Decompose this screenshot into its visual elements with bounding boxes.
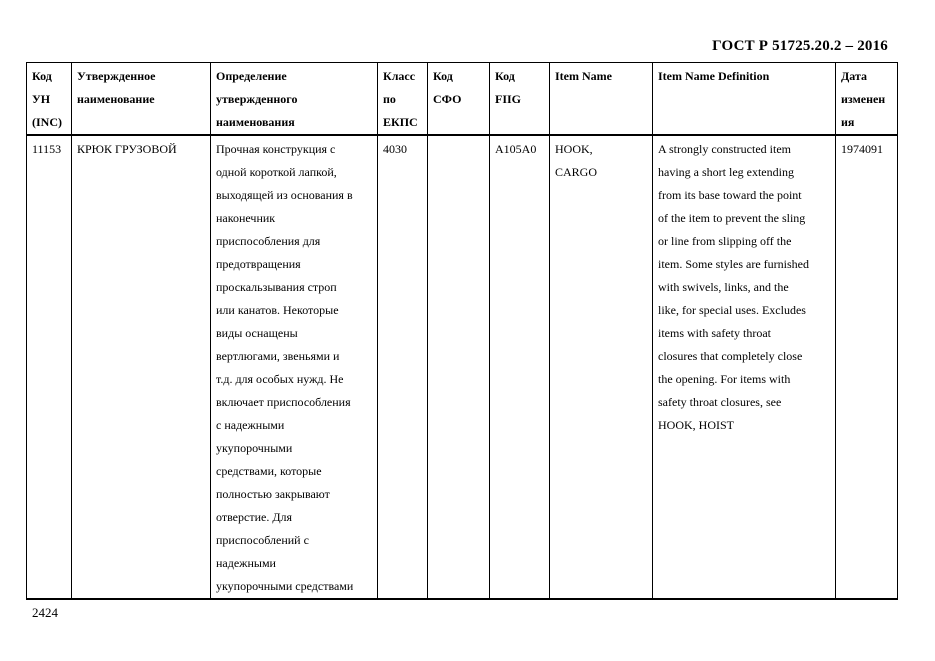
cell-item-definition: A strongly constructed item having a short leg extending from its base toward the point of the item to prevent the sling or line from slipping off the item. Some styles are furnished with swivels, links, and the like, for special uses. Excludes items with safety throat closures that completely close the opening. For items with safety throat closures, see HOOK, HOIST [653,135,836,599]
table-row [27,135,898,599]
column-header-fiig-code: Код FIIG [490,63,550,136]
cell-sfo-code [428,135,490,599]
cell-definition: Прочная конструкция с одной короткой лапкой, выходящей из основания в наконечник приспособления для предотвращения проскальзывания строп или канатов. Некоторые виды оснащены вертлюгами, звеньями и т.д. для особых нужд. Не включает приспособления с надежными укупорочными средствами, которые полностью закрывают отверстие. Для приспособлений с надежными укупорочными средствами [211,135,378,599]
column-header-sfo-code: Код СФО [428,63,490,136]
cell-item-name: HOOK, CARGO [550,135,653,599]
cell-fiig-code: A105A0 [490,135,550,599]
column-header-item-definition: Item Name Definition [653,63,836,136]
column-header-definition: Определение утвержденного наименования [211,63,378,136]
cell-approved-name: КРЮК ГРУЗОВОЙ [72,135,211,599]
table-header-row [27,63,898,136]
item-catalog-table [26,62,898,600]
column-header-ekps-class: Класс по ЕКПС [378,63,428,136]
document-standard-title: ГОСТ Р 51725.20.2 – 2016 [712,38,888,54]
page-number: 2424 [32,605,58,620]
column-header-approved-name: Утвержденное наименование [72,63,211,136]
cell-ekps-class: 4030 [378,135,428,599]
cell-change-date: 1974091 [836,135,898,599]
column-header-item-name: Item Name [550,63,653,136]
cell-inc: 11153 [27,135,72,599]
column-header-inc: Код УН (INC) [27,63,72,136]
column-header-change-date: Дата изменен ия [836,63,898,136]
